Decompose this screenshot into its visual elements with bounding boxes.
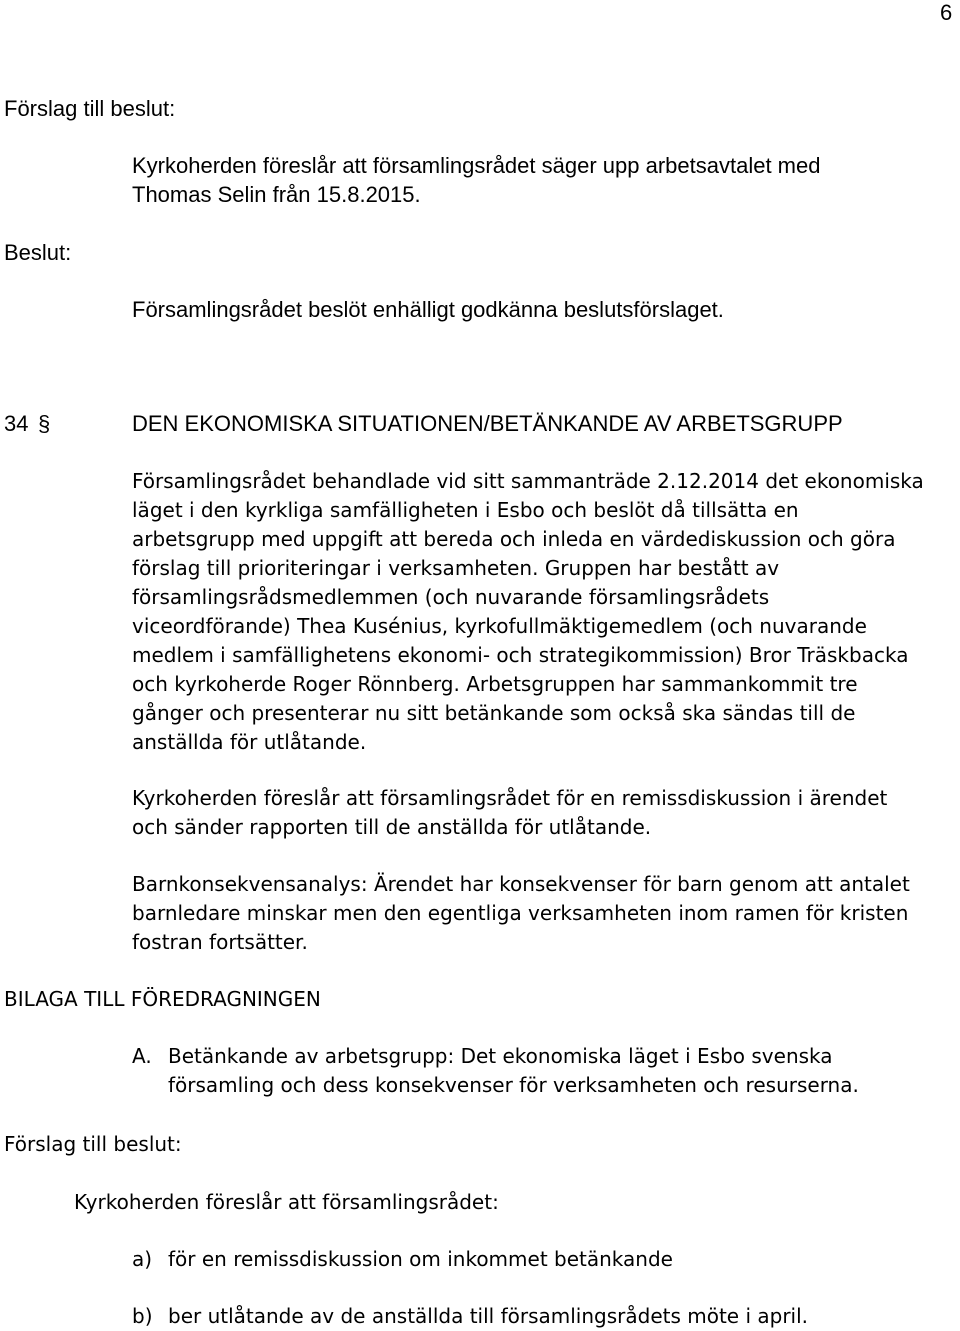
paragraph-line: Församlingsrådet behandlade vid sitt sammanträde 2.12.2014 det ekonomiska [132,469,924,493]
paragraph-line: förslag till prioriteringar i verksamheten. Gruppen har bestått av [132,556,780,580]
section-title: DEN EKONOMISKA SITUATIONEN/BETÄNKANDE AV ARBETSGRUPP [132,411,843,436]
list-marker: b) [132,1304,153,1328]
decision-text: Församlingsrådet beslöt enhälligt godkänna beslutsförslaget. [132,297,724,322]
section-symbol: § [38,411,51,436]
section-number: 34 [4,411,29,436]
proposal-label: Förslag till beslut: [4,1132,182,1156]
proposal-label: Förslag till beslut: [4,96,176,121]
proposal-intro: Kyrkoherden föreslår att församlingsrådet: [74,1190,499,1214]
paragraph-line: medlem i samfällighetens ekonomi- och strategikommission) Bror Träskbacka [132,643,909,667]
paragraph-line: och sänder rapporten till de anställda för utlåtande. [132,815,652,839]
paragraph-line: fostran fortsätter. [132,930,308,954]
attachment-marker: A. [132,1044,152,1068]
page-number: 6 [940,0,953,25]
paragraph-line: och kyrkoherde Roger Rönnberg. Arbetsgruppen har sammankommit tre [132,672,858,696]
decision-label: Beslut: [4,240,72,265]
paragraph-line: barnledare minskar men den egentliga verksamheten inom ramen för kristen [132,901,909,925]
list-marker: a) [132,1247,153,1271]
paragraph-line: läget i den kyrkliga samfälligheten i Esbo och beslöt då tillsätta en [132,498,799,522]
attachment-line: församling och dess konsekvenser för verksamheten och resurserna. [168,1073,859,1097]
list-text: för en remissdiskussion om inkommet betänkande [168,1247,673,1271]
proposal-line: Kyrkoherden föreslår att församlingsrådet säger upp arbetsavtalet med [132,153,821,178]
paragraph-line: gånger och presenterar nu sitt betänkande som också ska sändas till de [132,701,856,725]
attachment-line: Betänkande av arbetsgrupp: Det ekonomiska läget i Esbo svenska [168,1044,833,1068]
paragraph-line: församlingsrådsmedlemmen (och nuvarande församlingsrådets [132,585,770,609]
paragraph-line: arbetsgrupp med uppgift att bereda och inleda en värdediskussion och göra [132,527,896,551]
paragraph-line: viceordförande) Thea Kusénius, kyrkofullmäktigemedlem (och nuvarande [132,614,867,638]
attachment-heading: BILAGA TILL FÖREDRAGNINGEN [4,987,321,1011]
paragraph-line: Kyrkoherden föreslår att församlingsrådet för en remissdiskussion i ärendet [132,786,888,810]
paragraph-line: anställda för utlåtande. [132,730,367,754]
paragraph-line: Barnkonsekvensanalys: Ärendet har konsekvenser för barn genom att antalet [132,872,910,896]
list-text: ber utlåtande av de anställda till församlingsrådets möte i april. [168,1304,809,1328]
proposal-line: Thomas Selin från 15.8.2015. [132,182,421,207]
